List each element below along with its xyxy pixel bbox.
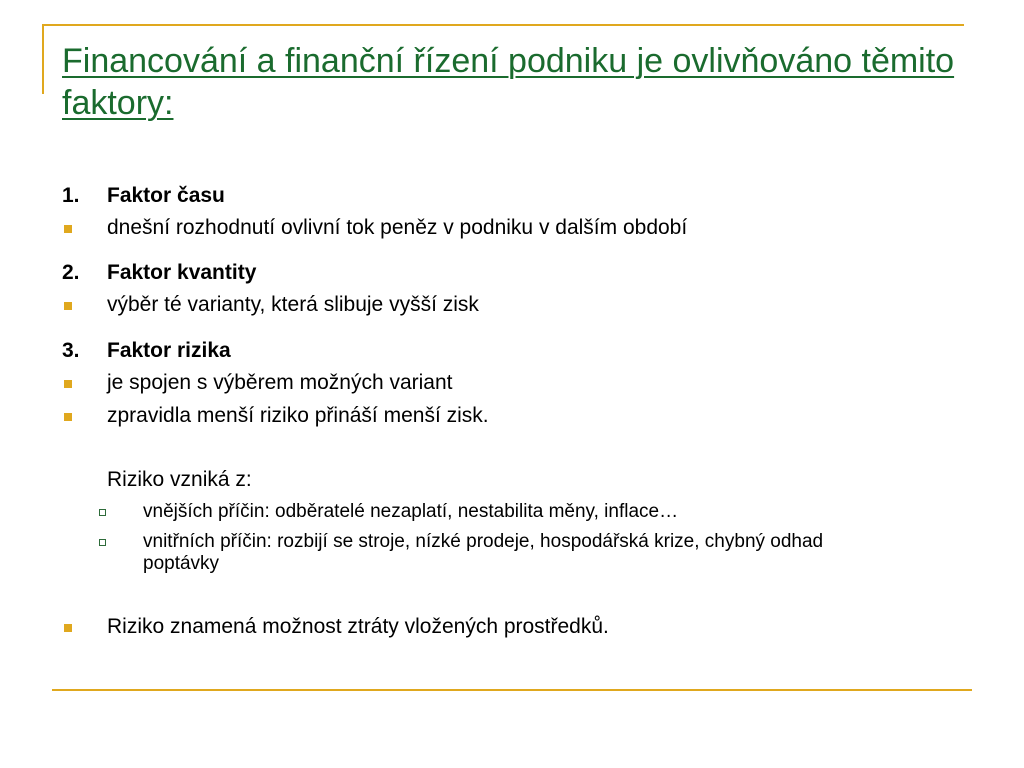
hollow-square-bullet-icon [99, 539, 106, 546]
factor-heading: Faktor rizika [107, 339, 231, 362]
factor-bullet: je spojen s výběrem možných variant [107, 371, 453, 394]
factor-heading: Faktor času [107, 184, 225, 207]
bullet-square-icon [64, 413, 72, 421]
factor-number: 1. [62, 184, 80, 207]
bullet-square-icon [64, 624, 72, 632]
frame-top-line [42, 24, 964, 26]
factor-heading: Faktor kvantity [107, 261, 257, 284]
frame-left-line [42, 24, 44, 94]
bullet-square-icon [64, 302, 72, 310]
factor-bullet: zpravidla menší riziko přináší menší zisk. [107, 404, 489, 427]
risk-origin-item: vnějších příčin: odběratelé nezaplatí, nestabilita měny, inflace… [143, 501, 679, 522]
slide-title: Financování a finanční řízení podniku je ovlivňováno těmito faktory: [62, 42, 955, 122]
factor-number: 2. [62, 261, 80, 284]
risk-origin-intro: Riziko vzniká z: [107, 468, 252, 491]
frame-bottom-line [52, 689, 972, 691]
risk-origin-item: vnitřních příčin: rozbijí se stroje, nízké prodeje, hospodářská krize, chybný odhad poptávky [143, 531, 824, 574]
factor-number: 3. [62, 339, 80, 362]
factor-bullet: výběr té varianty, která slibuje vyšší zisk [107, 293, 479, 316]
bullet-square-icon [64, 225, 72, 233]
final-bullet: Riziko znamená možnost ztráty vložených prostředků. [107, 615, 609, 638]
factor-bullet: dnešní rozhodnutí ovlivní tok peněz v podniku v dalším období [107, 216, 688, 239]
bullet-square-icon [64, 380, 72, 388]
hollow-square-bullet-icon [99, 509, 106, 516]
